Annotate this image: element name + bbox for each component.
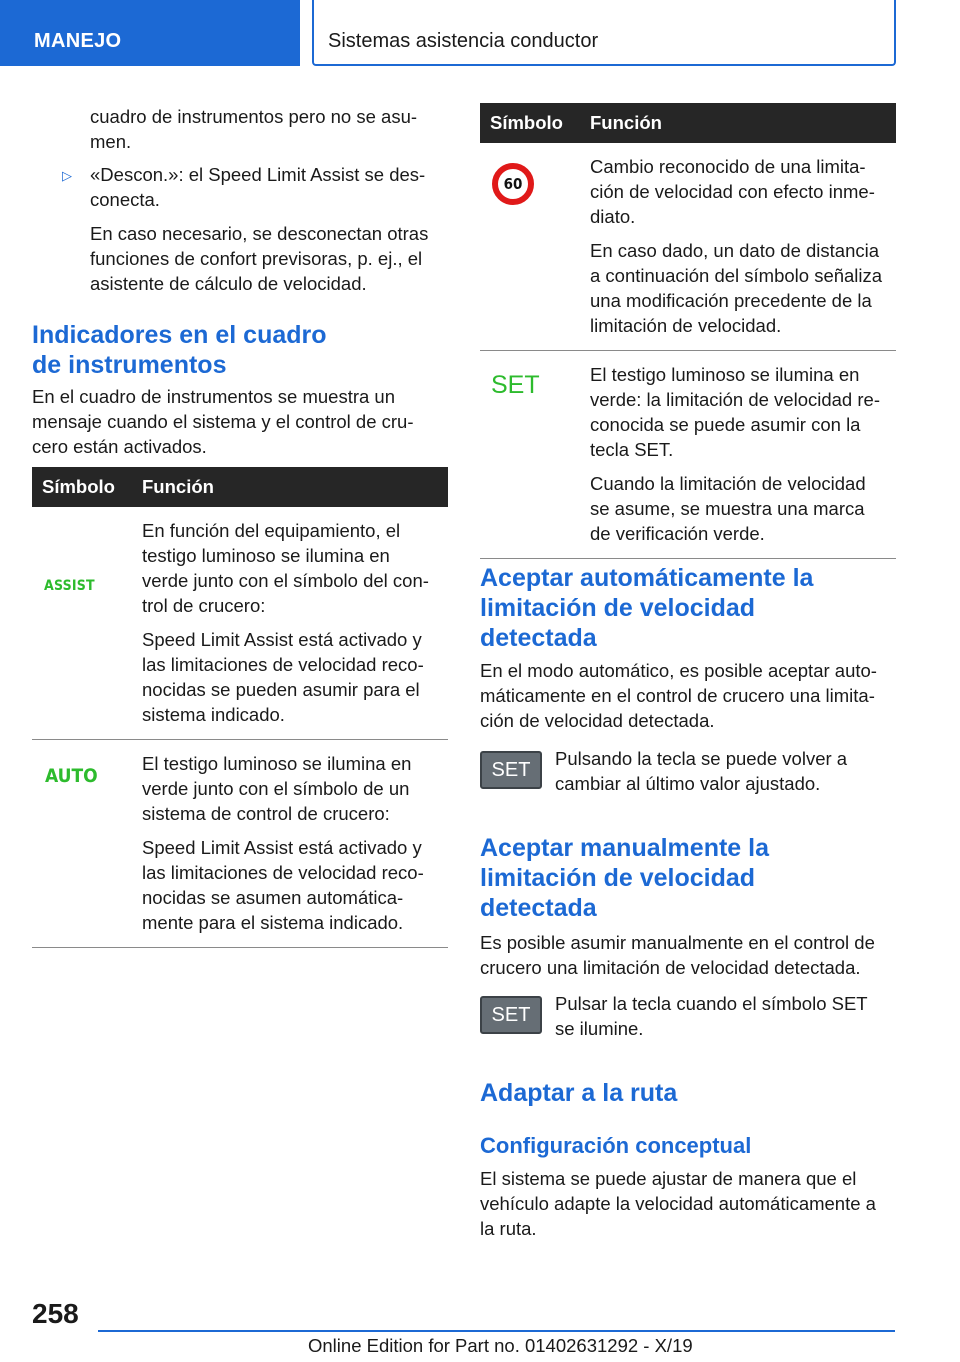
row-text: Speed Limit Assist está activado y las limitaciones de velocidad reco- nocidas se pueden asumir para el sistema indicado. bbox=[142, 629, 424, 725]
manual-accept-text: Es posible asumir manualmente en el control de crucero una limitación de velocidad detectada. bbox=[480, 932, 875, 978]
table-row bbox=[480, 143, 896, 351]
table-header-symbol: Símbolo bbox=[32, 467, 132, 507]
table-row bbox=[32, 507, 448, 740]
row-text: Cambio reconocido de una limita- ción de velocidad con efecto inme- diato. bbox=[590, 156, 875, 227]
row-text: El testigo luminoso se ilumina en verde: la limitación de velocidad re- conocida se puede asumir con la tecla SET. bbox=[590, 364, 880, 460]
auto-accept-text: En el modo automático, es posible aceptar auto- máticamente en el control de crucero una limita- ción de velocidad detectada. bbox=[480, 660, 877, 731]
set-key-icon: SET bbox=[480, 751, 542, 789]
table-header-function: Función bbox=[580, 103, 896, 143]
set-key-icon: SET bbox=[480, 996, 542, 1034]
section-heading-indicators: Indicadores en el cuadro de instrumentos bbox=[32, 321, 327, 379]
set-indicator-icon: SET bbox=[491, 371, 540, 399]
row-text: Cuando la limitación de velocidad se asume, se muestra una marca de verificación verde. bbox=[590, 473, 866, 544]
section-heading-auto-accept: Aceptar automáticamente la limitación de velocidad detectada bbox=[480, 564, 814, 652]
row-text: El testigo luminoso se ilumina en verde junto con el símbolo de un sistema de control de crucero: bbox=[142, 753, 412, 824]
auto-accept-key-text: Pulsando la tecla se puede volver a cambiar al último valor ajustado. bbox=[555, 748, 848, 794]
subheading-concept: Configuración conceptual bbox=[480, 1133, 752, 1158]
row-text: Speed Limit Assist está activado y las limitaciones de velocidad reco- nocidas se asumen automática- mente para el sistema indicado. bbox=[142, 837, 424, 933]
speed-limit-table bbox=[480, 103, 896, 559]
header-section-label: MANEJO bbox=[34, 30, 122, 52]
table-header-row bbox=[480, 103, 896, 143]
row-text: En caso dado, un dato de distancia a continuación del símbolo señaliza una modificación precedente de la limitación de velocidad. bbox=[590, 240, 883, 336]
assist-indicator-icon: ASSIST bbox=[44, 578, 95, 594]
header-chapter-label: Sistemas asistencia conductor bbox=[328, 30, 599, 52]
table-row bbox=[32, 740, 448, 948]
adapt-route-text: El sistema se puede ajustar de manera que el vehículo adapte la velocidad automáticamente a la ruta. bbox=[480, 1168, 876, 1239]
table-header-symbol: Símbolo bbox=[480, 103, 580, 143]
bullet-item bbox=[62, 162, 442, 296]
bullet-arrow-icon: ▷ bbox=[62, 168, 72, 183]
header-section-tab bbox=[0, 0, 300, 66]
section-heading-adapt-route: Adaptar a la ruta bbox=[480, 1079, 678, 1107]
indicators-intro: En el cuadro de instrumentos se muestra un mensaje cuando el sistema y el control de cru- cero están activados. bbox=[32, 386, 414, 457]
header-chapter-tab bbox=[312, 0, 896, 66]
continued-text: cuadro de instrumentos pero no se asu- men. bbox=[90, 106, 418, 152]
bullet-subtext: En caso necesario, se desconectan otras funciones de confort previsoras, p. ej., el asistente de cálculo de velocidad. bbox=[90, 223, 429, 294]
bullet-text: «Descon.»: el Speed Limit Assist se des- conecta. bbox=[90, 164, 426, 210]
section-heading-manual-accept: Aceptar manualmente la limitación de velocidad detectada bbox=[480, 834, 769, 922]
indicators-table bbox=[32, 467, 448, 948]
table-row bbox=[480, 351, 896, 559]
footer-edition: Online Edition for Part no. 01402631292 - X/19 bbox=[308, 1335, 693, 1356]
manual-accept-key-text: Pulsar la tecla cuando el símbolo SET se ilumine. bbox=[555, 993, 868, 1039]
page-number: 258 bbox=[32, 1298, 79, 1329]
table-header-row bbox=[32, 467, 448, 507]
table-header-function: Función bbox=[132, 467, 448, 507]
speed-limit-sign-icon bbox=[492, 163, 534, 205]
auto-indicator-icon: AUTO bbox=[45, 765, 98, 787]
row-text: En función del equipamiento, el testigo luminoso se ilumina en verde junto con el símbolo del con- trol de crucero: bbox=[142, 520, 429, 616]
speed-limit-value: 60 bbox=[503, 175, 523, 193]
footer-divider bbox=[98, 1330, 895, 1332]
